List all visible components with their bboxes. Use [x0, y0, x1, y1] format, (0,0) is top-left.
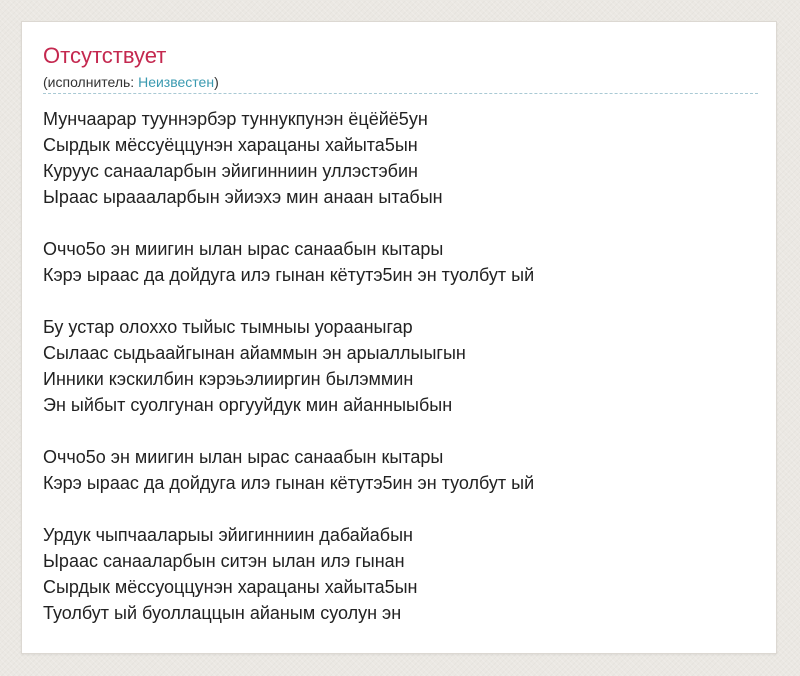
artist-suffix: ): [214, 74, 219, 90]
lyrics-body: [43, 106, 758, 652]
lyrics-card: [21, 21, 777, 654]
lyric-line: Сырдык мёссуёццунэн харацаны хайыта5ын: [43, 135, 418, 155]
header-divider: [43, 93, 758, 94]
song-title: Отсутствует: [43, 43, 167, 68]
lyric-line: Кэрэ ыраас да дойдуга илэ гынан кётутэ5ин эн туолбут ый: [43, 473, 535, 493]
lyric-line: Мунчаарар тууннэрбэр туннукпунэн ёцёйё5ун: [43, 109, 428, 129]
lyric-line: Сырдык мёссуоццунэн харацаны хайыта5ын: [43, 577, 418, 597]
lyric-line: Бу устар олоххо тыйыс тымныы уорааныгар: [43, 317, 413, 337]
lyric-stanza: [43, 236, 758, 288]
lyric-line: Ыраас санааларбын ситэн ылан илэ гынан: [43, 551, 405, 571]
lyric-line: Инники кэскилбин кэрэьэлииргин былэммин: [43, 369, 414, 389]
lyric-line: Туолбут ый буоллаццын айаным суолун эн: [43, 603, 402, 623]
lyric-line: Эн ыйбыт суолгунан оргууйдук мин айанныыбын: [43, 395, 453, 415]
lyric-stanza: [43, 444, 758, 496]
lyric-line: Сылаас сыдьаайгынан айаммын эн арыаллыыгын: [43, 343, 466, 363]
lyric-line: Кэрэ ыраас да дойдуга илэ гынан кётутэ5ин эн туолбут ый: [43, 265, 535, 285]
lyric-line: Куруус санааларбын эйигинниин уллэстэбин: [43, 161, 418, 181]
lyric-stanza: [43, 314, 758, 418]
artist-link[interactable]: Неизвестен: [138, 74, 215, 90]
lyric-line: Оччо5о эн миигин ылан ырас санаабын кытары: [43, 447, 444, 467]
lyric-stanza: [43, 522, 758, 626]
lyric-stanza: [43, 106, 758, 210]
lyric-line: Урдук чыпчааларыы эйигинниин дабайабын: [43, 525, 413, 545]
lyric-line: Ыраас ыраааларбын эйиэхэ мин анаан ытабын: [43, 187, 443, 207]
artist-line: [43, 73, 219, 91]
artist-prefix: (исполнитель:: [43, 74, 139, 90]
lyric-line: Оччо5о эн миигин ылан ырас санаабын кытары: [43, 239, 444, 259]
